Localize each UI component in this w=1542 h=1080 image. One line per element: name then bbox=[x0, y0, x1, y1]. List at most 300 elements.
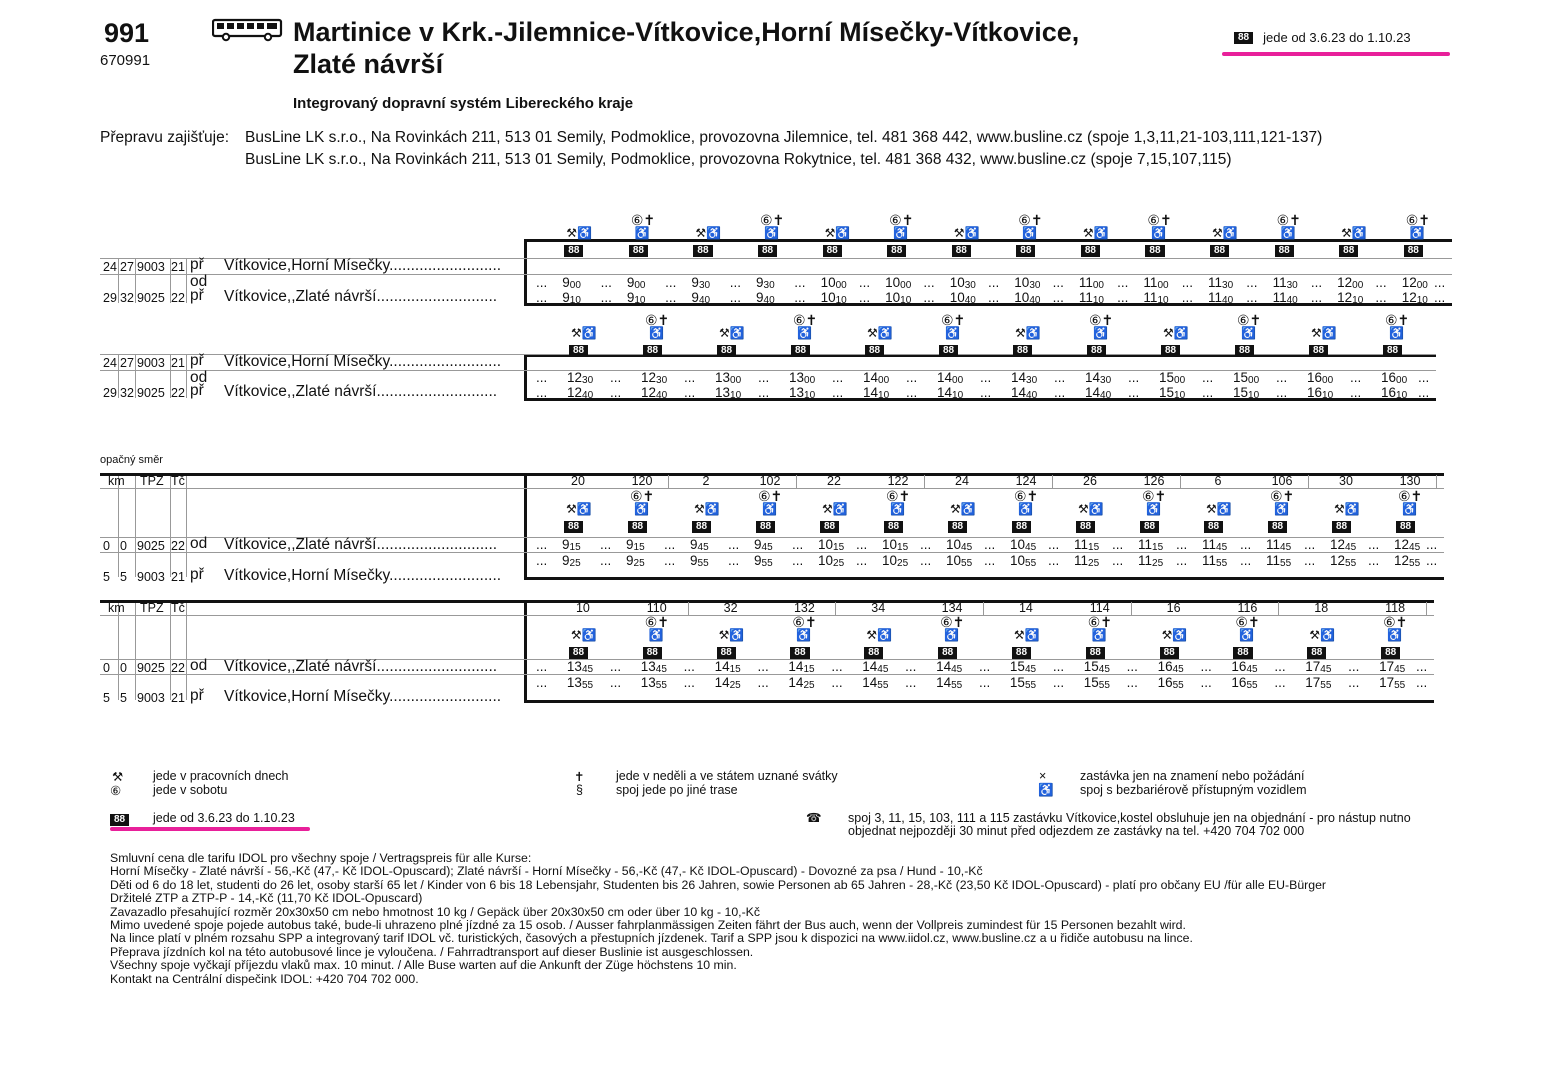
validity-badge bbox=[887, 242, 906, 257]
validity-badge bbox=[1381, 644, 1400, 659]
validity-badge bbox=[1086, 644, 1105, 659]
dots: ... bbox=[984, 553, 996, 568]
validity-badge bbox=[564, 242, 583, 257]
dots: ... bbox=[1246, 275, 1258, 290]
dots: ... bbox=[1117, 290, 1129, 305]
dots: ... bbox=[794, 290, 806, 305]
saturday-sunday-icon: ⑥✝ bbox=[1276, 212, 1301, 228]
wheelchair-icon: ♿ bbox=[634, 502, 649, 516]
trip-divider bbox=[1180, 475, 1181, 489]
dots: ... bbox=[1200, 675, 1212, 690]
validity-badge bbox=[1404, 242, 1423, 257]
km: 5 bbox=[120, 570, 127, 584]
workdays-wheelchair-icon: ⚒♿ bbox=[1341, 226, 1367, 240]
wheelchair-icon: ♿ bbox=[797, 326, 812, 340]
trip-divider bbox=[983, 602, 984, 616]
arrival-time: $12^{10}$ bbox=[1401, 290, 1428, 306]
workdays-wheelchair-icon: ⚒♿ bbox=[822, 502, 848, 516]
direction-marker: př bbox=[190, 566, 204, 583]
note-line: Na lince platí v plném rozsahu SPP a integrovaný tarif IDOL vč. turistických, časových a přestupních jízdenek. Tarif a SPP jsou k dispozici na www.iidol.cz, www.busline.cz a u řidiče autobusu na lince. bbox=[110, 931, 1193, 946]
dots: ... bbox=[792, 537, 804, 552]
validity-badge bbox=[643, 644, 662, 659]
table-border bbox=[100, 600, 524, 603]
dots: ... bbox=[664, 553, 676, 568]
validity-badge bbox=[1383, 342, 1402, 357]
km: 0 bbox=[103, 661, 110, 675]
stop-name: Vítkovice,,Zlaté návrší............................ bbox=[224, 658, 498, 675]
trip-number: 22 bbox=[827, 474, 841, 488]
validity-badge bbox=[939, 342, 958, 357]
b88-badge: 88 bbox=[865, 345, 884, 357]
dots: ... bbox=[757, 659, 769, 674]
table-border bbox=[524, 239, 527, 303]
dots: ... bbox=[1276, 370, 1288, 385]
dots: ... bbox=[1310, 275, 1323, 290]
direction-marker: od bbox=[190, 535, 208, 552]
wheelchair-icon: ♿ bbox=[1387, 628, 1403, 642]
legend-validity: jede od 3.6.23 do 1.10.23 bbox=[153, 811, 295, 825]
validity-badge bbox=[1076, 518, 1095, 533]
b88-badge: 88 bbox=[1235, 345, 1254, 357]
dots: ... bbox=[1048, 537, 1060, 552]
dots: ... bbox=[609, 659, 622, 674]
b88-badge: 88 bbox=[1204, 521, 1223, 533]
table-border bbox=[524, 700, 1434, 703]
arrival-time: $12^{55}$ bbox=[1330, 553, 1357, 569]
departure-time: $13^{00}$ bbox=[789, 370, 816, 386]
b88-badge: 88 bbox=[643, 345, 662, 357]
km: 0 bbox=[103, 539, 110, 553]
phone-note-2: objednat nejpozději 30 minut před odjezdem ze zastávky na tel. +420 704 702 000 bbox=[848, 824, 1305, 838]
departure-time: $10^{30}$ bbox=[949, 275, 976, 291]
arrival-time: $12^{40}$ bbox=[641, 385, 668, 401]
dots: ... bbox=[1368, 553, 1380, 568]
wheelchair-icon: ♿ bbox=[1241, 326, 1256, 340]
workdays-wheelchair-icon: ⚒♿ bbox=[566, 502, 592, 516]
saturday-sunday-icon: ⑥✝ bbox=[758, 488, 783, 504]
validity-badge bbox=[1160, 644, 1179, 659]
direction-marker: př bbox=[190, 287, 204, 304]
dots: ... bbox=[858, 290, 871, 305]
departure-time: $16^{00}$ bbox=[1381, 370, 1408, 386]
b88-badge: 88 bbox=[1396, 521, 1415, 533]
saturday-sunday-icon: ⑥✝ bbox=[1142, 488, 1167, 504]
dots: ... bbox=[600, 275, 612, 290]
validity-badge bbox=[1233, 644, 1252, 659]
validity-badge bbox=[1012, 518, 1031, 533]
stop-name: Vítkovice,,Zlaté návrší............................ bbox=[224, 536, 498, 553]
validity-badge bbox=[1013, 342, 1032, 357]
stop-name: Vítkovice,Horní Mísečky.......................... bbox=[224, 567, 502, 584]
dots: ... bbox=[664, 537, 676, 552]
trip-number: 118 bbox=[1385, 601, 1406, 615]
trip-divider bbox=[1426, 602, 1427, 616]
trip-divider bbox=[924, 475, 925, 489]
departure-time: $11^{30}$ bbox=[1208, 275, 1234, 291]
km: 5 bbox=[103, 570, 110, 584]
direction-marker: př bbox=[190, 256, 204, 273]
legend-barrierfree: spoj s bezbariérově přístupným vozidlem bbox=[1080, 783, 1307, 797]
validity-top bbox=[1234, 30, 1411, 45]
trip-number: 10 bbox=[575, 601, 590, 615]
saturday-sunday-icon: ⑥✝ bbox=[792, 614, 817, 630]
dots: ... bbox=[1054, 370, 1066, 385]
validity-badge bbox=[790, 644, 809, 659]
workdays-wheelchair-icon: ⚒♿ bbox=[953, 226, 980, 240]
saturday-sunday-icon: ⑥✝ bbox=[630, 212, 656, 228]
b88-badge: 88 bbox=[884, 521, 903, 533]
dots: ... bbox=[1181, 275, 1193, 290]
validity-badge bbox=[884, 518, 903, 533]
saturday-sunday-icon: ⑥✝ bbox=[630, 488, 655, 504]
trip-number: 34 bbox=[871, 601, 886, 615]
dots: ... bbox=[729, 275, 741, 290]
header-tc: Tč bbox=[171, 601, 185, 615]
wheelchair-icon: ♿ bbox=[1389, 326, 1404, 340]
dots: ... bbox=[757, 675, 769, 690]
stop-name: Vítkovice,Horní Mísečky.......................... bbox=[224, 688, 502, 705]
dots: ... bbox=[792, 553, 804, 568]
departure-time: $13^{45}$ bbox=[566, 659, 594, 675]
departure-time: $15^{45}$ bbox=[1083, 659, 1110, 675]
dots: ... bbox=[610, 385, 622, 400]
arrival-time: $17^{55}$ bbox=[1379, 675, 1406, 691]
note-line: Přeprava jízdních kol na této autobusové lince je vyloučena. / Fahrradtransport auf dieser Buslinie ist ausgeschlossen. bbox=[110, 944, 754, 959]
direction-marker: od bbox=[190, 657, 208, 674]
note-line: Děti od 6 do 18 let, studenti do 26 let, osoby starší 65 let / Kinder von 6 bis 18 Lebensjahr, Studenten bis 26 Jahren, sowie Personen ab 65 Jahren - 28,-Kč (23,50 Kč IDOL-Opuscard) - platí pro občany EU /für alle EU-Bürger bbox=[110, 877, 1327, 892]
departure-time: $13^{00}$ bbox=[715, 370, 742, 386]
dots: ... bbox=[1350, 370, 1362, 385]
trip-divider bbox=[796, 475, 797, 489]
dots: ... bbox=[1052, 290, 1064, 305]
departure-time: $9^{00}$ bbox=[626, 275, 646, 291]
dots: ... bbox=[988, 275, 1000, 290]
wheelchair-icon: ♿ bbox=[1280, 226, 1296, 240]
trip-number: 122 bbox=[887, 474, 909, 488]
arrival-time: $11^{40}$ bbox=[1272, 290, 1298, 306]
tpz: 9025 bbox=[137, 539, 165, 553]
validity-badge bbox=[629, 242, 648, 257]
dots: ... bbox=[683, 659, 695, 674]
b88-badge: 88 bbox=[1081, 245, 1100, 257]
stop-name: Vítkovice,,Zlaté návrší............................ bbox=[224, 383, 498, 400]
dots: ... bbox=[1126, 659, 1138, 674]
validity-badge bbox=[791, 342, 810, 357]
dots: ... bbox=[729, 290, 741, 305]
validity-code-badge-legend bbox=[110, 811, 129, 826]
km: 27 bbox=[120, 260, 134, 274]
route-title: Martinice v Krk.-Jilemnice-Vítkovice,Horní Mísečky-Vítkovice, Zlaté návrší bbox=[293, 17, 1080, 79]
arrival-time: $9^{10}$ bbox=[562, 290, 581, 306]
validity-badge bbox=[693, 242, 712, 257]
dots: ... bbox=[1426, 537, 1438, 552]
dots: ... bbox=[1126, 675, 1138, 690]
validity-badge bbox=[952, 242, 971, 257]
wheelchair-icon: ♿ bbox=[1038, 783, 1054, 797]
tc: 22 bbox=[171, 539, 185, 553]
table-border bbox=[524, 354, 527, 398]
dots: ... bbox=[1416, 675, 1428, 690]
saturday-sunday-icon: ⑥✝ bbox=[645, 312, 670, 328]
dots: ... bbox=[600, 537, 612, 552]
validity-badge bbox=[1012, 644, 1031, 659]
note-line: Všechny spoje vyčkají příjezdu vlaků max. 10 minut. / Alle Buse warten auf die Ankunft der Züge höchstens 10 min. bbox=[110, 958, 737, 973]
saturday-sunday-icon: ⑥✝ bbox=[941, 312, 966, 328]
arrival-time: $14^{10}$ bbox=[863, 385, 890, 401]
wheelchair-icon: ♿ bbox=[634, 226, 650, 240]
stop-name: Vítkovice,Horní Mísečky.......................... bbox=[224, 257, 502, 274]
dots: ... bbox=[536, 385, 548, 400]
arrival-time: $10^{25}$ bbox=[882, 553, 909, 569]
carrier-jilemnice: BusLine LK s.r.o., Na Rovinkách 211, 513 01 Semily, Podmoklice, provozovna Jilemnice, tel. 481 368 442, www.busline.cz (spoje 1,3,11,21-103,111,121-137) bbox=[245, 129, 1323, 146]
validity-badge bbox=[569, 342, 588, 357]
trip-number: 114 bbox=[1089, 601, 1110, 615]
b88-badge: 88 bbox=[1404, 245, 1423, 257]
arrival-time: $11^{25}$ bbox=[1074, 553, 1100, 569]
dots: ... bbox=[1246, 290, 1258, 305]
trip-divider bbox=[1308, 475, 1309, 489]
saturday-icon: ⑥ bbox=[110, 784, 122, 798]
bus-icon bbox=[212, 18, 284, 42]
saturday-sunday-icon: ⑥✝ bbox=[1147, 212, 1172, 228]
workdays-wheelchair-icon: ⚒♿ bbox=[1206, 502, 1232, 516]
arrival-time: $11^{40}$ bbox=[1208, 290, 1234, 306]
arrival-time: $14^{55}$ bbox=[862, 675, 889, 691]
b88-badge: 88 bbox=[1016, 245, 1035, 257]
dots: ... bbox=[905, 659, 917, 674]
dots: ... bbox=[1348, 659, 1360, 674]
departure-time: $12^{30}$ bbox=[567, 370, 594, 386]
dots: ... bbox=[1368, 537, 1380, 552]
arrival-time: $10^{40}$ bbox=[949, 290, 976, 306]
departure-time: $12^{45}$ bbox=[1330, 537, 1357, 553]
validity-text: jede od 3.6.23 do 1.10.23 bbox=[1263, 30, 1411, 45]
km: 32 bbox=[120, 291, 134, 305]
dots: ... bbox=[979, 659, 991, 674]
arrival-time: $17^{55}$ bbox=[1305, 675, 1332, 691]
arrival-time: $14^{40}$ bbox=[1011, 385, 1038, 401]
arrival-time: $12^{40}$ bbox=[567, 385, 594, 401]
departure-time: $9^{30}$ bbox=[691, 275, 711, 291]
departure-time: $9^{30}$ bbox=[756, 275, 775, 291]
b88-badge: 88 bbox=[1012, 521, 1031, 533]
dots: ... bbox=[980, 385, 992, 400]
departure-time: $12^{00}$ bbox=[1337, 275, 1364, 291]
note-line: Kontakt na Centrální dispečink IDOL: +420 704 702 000. bbox=[110, 971, 419, 986]
tpz: 9003 bbox=[137, 570, 165, 584]
trip-number: 24 bbox=[955, 474, 969, 488]
legend-request: zastávka jen na znamení nebo požádání bbox=[1080, 769, 1305, 783]
trip-number: 124 bbox=[1015, 474, 1037, 488]
validity-code-badge: 88 bbox=[1234, 32, 1253, 44]
dots: ... bbox=[1434, 290, 1446, 305]
ids-system: Integrovaný dopravní systém Libereckého kraje bbox=[293, 95, 634, 112]
sunday-icon: ✝ bbox=[574, 770, 585, 784]
validity-badge bbox=[1204, 518, 1223, 533]
dots: ... bbox=[856, 537, 868, 552]
b88-badge: 88 bbox=[948, 521, 967, 533]
departure-time: $11^{00}$ bbox=[1143, 275, 1169, 291]
trip-number: 2 bbox=[702, 474, 710, 488]
wheelchair-icon: ♿ bbox=[1022, 226, 1038, 240]
phone-icon: ☎ bbox=[806, 811, 822, 825]
arrival-time: $14^{55}$ bbox=[936, 675, 963, 691]
departure-time: $10^{45}$ bbox=[946, 537, 973, 553]
trip-number: 26 bbox=[1083, 474, 1097, 488]
b88-badge: 88 bbox=[864, 647, 883, 659]
dots: ... bbox=[1052, 675, 1065, 690]
column-line bbox=[186, 258, 187, 303]
km: 27 bbox=[120, 356, 134, 370]
validity-badge bbox=[1140, 518, 1159, 533]
table-border bbox=[524, 473, 1444, 476]
dots: ... bbox=[1418, 385, 1430, 400]
wheelchair-icon: ♿ bbox=[1151, 226, 1167, 240]
validity-badge bbox=[823, 242, 842, 257]
b88-badge: 88 bbox=[1160, 647, 1179, 659]
dots: ... bbox=[1112, 537, 1124, 552]
wheelchair-icon: ♿ bbox=[796, 628, 812, 642]
departure-time: $10^{00}$ bbox=[885, 275, 912, 291]
dots: ... bbox=[923, 290, 935, 305]
b88-badge: 88 bbox=[1013, 345, 1032, 357]
dots: ... bbox=[1240, 553, 1252, 568]
departure-time: $11^{45}$ bbox=[1266, 537, 1292, 553]
workdays-wheelchair-icon: ⚒♿ bbox=[866, 628, 892, 642]
trip-number: 126 bbox=[1143, 474, 1165, 488]
arrival-time: $13^{10}$ bbox=[715, 385, 742, 401]
workdays-wheelchair-icon: ⚒♿ bbox=[1013, 628, 1040, 642]
saturday-sunday-icon: ⑥✝ bbox=[940, 614, 965, 630]
highlight-underline-bottom bbox=[110, 827, 310, 831]
workdays-icon: ⚒ bbox=[112, 770, 124, 784]
wheelchair-icon: ♿ bbox=[762, 502, 777, 516]
arrival-time: $10^{10}$ bbox=[820, 290, 847, 306]
arrival-time: $13^{55}$ bbox=[566, 675, 594, 691]
b88-badge: 88 bbox=[887, 245, 906, 257]
stop-name: Vítkovice,Horní Mísečky.......................... bbox=[224, 353, 502, 370]
departure-time: $10^{00}$ bbox=[820, 275, 847, 291]
departure-time: $14^{30}$ bbox=[1085, 370, 1112, 386]
b88-badge: 88 bbox=[628, 521, 647, 533]
workdays-wheelchair-icon: ⚒♿ bbox=[950, 502, 976, 516]
departure-time: $11^{15}$ bbox=[1074, 537, 1100, 553]
tc: 21 bbox=[171, 260, 185, 274]
carrier-rokytnice: BusLine LK s.r.o., Na Rovinkách 211, 513 01 Semily, Podmoklice, provozovna Rokytnice, tel. 481 368 432, www.busline.cz (spoje 7,15,107,115) bbox=[245, 151, 1232, 168]
dots: ... bbox=[1375, 275, 1387, 290]
trip-number: 102 bbox=[759, 474, 781, 488]
arrival-time: $15^{55}$ bbox=[1009, 675, 1037, 691]
b88-badge: 88 bbox=[717, 345, 736, 357]
departure-time: $14^{45}$ bbox=[862, 659, 889, 675]
saturday-sunday-icon: ⑥✝ bbox=[1385, 312, 1410, 328]
trip-number: 110 bbox=[646, 601, 667, 615]
validity-badge bbox=[948, 518, 967, 533]
validity-badge bbox=[1087, 342, 1106, 357]
dots: ... bbox=[923, 275, 935, 290]
table-border bbox=[524, 239, 1452, 242]
dots: ... bbox=[831, 675, 843, 690]
other-route-icon: § bbox=[576, 783, 583, 797]
b88-badge: 88 bbox=[564, 245, 583, 257]
km: 24 bbox=[103, 356, 117, 370]
tpz: 9003 bbox=[137, 260, 165, 274]
direction-marker: př bbox=[190, 382, 204, 399]
dots: ... bbox=[832, 370, 844, 385]
carrier-label: Přepravu zajišťuje: bbox=[100, 129, 230, 146]
b88-badge: 88 bbox=[569, 647, 588, 659]
dots: ... bbox=[600, 553, 612, 568]
arrival-time: $9^{40}$ bbox=[691, 290, 711, 306]
workdays-wheelchair-icon: ⚒♿ bbox=[1309, 628, 1335, 642]
phone-note-1: spoj 3, 11, 15, 103, 111 a 115 zastávku Vítkovice,kostel obsluhuje jen na objednání - pro nástup nutno bbox=[848, 811, 1411, 825]
legend-workdays: jede v pracovních dnech bbox=[153, 769, 289, 783]
b88-badge: 88 bbox=[692, 521, 711, 533]
trip-divider bbox=[835, 602, 836, 616]
row-line bbox=[100, 615, 1434, 616]
workdays-wheelchair-icon: ⚒♿ bbox=[1311, 326, 1337, 340]
saturday-sunday-icon: ⑥✝ bbox=[793, 312, 818, 328]
departure-time: $10^{15}$ bbox=[882, 537, 909, 553]
workdays-wheelchair-icon: ⚒♿ bbox=[867, 326, 893, 340]
dots: ... bbox=[1240, 537, 1252, 552]
dots: ... bbox=[794, 275, 806, 290]
dots: ... bbox=[831, 659, 843, 674]
trip-divider bbox=[1278, 602, 1279, 616]
arrival-time: $14^{40}$ bbox=[1085, 385, 1112, 401]
dots: ... bbox=[1052, 659, 1065, 674]
km: 32 bbox=[120, 386, 134, 400]
dots: ... bbox=[1176, 537, 1188, 552]
saturday-sunday-icon: ⑥✝ bbox=[644, 614, 670, 630]
departure-time: $14^{15}$ bbox=[788, 659, 815, 675]
b88-badge: 88 bbox=[790, 647, 809, 659]
arrival-time: $11^{55}$ bbox=[1266, 553, 1292, 569]
validity-badge bbox=[1145, 242, 1164, 257]
validity-badge bbox=[643, 342, 662, 357]
arrival-time: $16^{10}$ bbox=[1307, 385, 1334, 401]
dots: ... bbox=[1117, 275, 1129, 290]
km: 29 bbox=[103, 386, 117, 400]
trip-number: 30 bbox=[1339, 474, 1353, 488]
workdays-wheelchair-icon: ⚒♿ bbox=[1078, 502, 1104, 516]
trip-divider bbox=[1436, 475, 1437, 489]
dots: ... bbox=[1200, 659, 1212, 674]
b88-badge: 88 bbox=[110, 814, 129, 826]
fare-notes bbox=[110, 852, 1430, 986]
wheelchair-icon: ♿ bbox=[1402, 502, 1417, 516]
trip-number: 20 bbox=[571, 474, 585, 488]
stop-name: Vítkovice,,Zlaté návrší............................ bbox=[224, 288, 498, 305]
legend-saturday: jede v sobotu bbox=[153, 783, 228, 797]
departure-time: $12^{00}$ bbox=[1401, 275, 1428, 291]
departure-time: $16^{00}$ bbox=[1307, 370, 1334, 386]
dots: ... bbox=[1052, 275, 1064, 290]
dots: ... bbox=[1350, 385, 1362, 400]
dots: ... bbox=[610, 370, 622, 385]
dots: ... bbox=[1304, 537, 1316, 552]
note-line: Zavazadlo přesahující rozměr 20x30x50 cm nebo hmotnost 10 kg / Gepäck über 20x30x50 cm oder über 10 kg - 10,-Kč bbox=[110, 904, 761, 919]
b88-badge: 88 bbox=[717, 647, 736, 659]
departure-time: $16^{45}$ bbox=[1157, 659, 1184, 675]
arrival-time: $14^{10}$ bbox=[937, 385, 964, 401]
validity-badge bbox=[820, 518, 839, 533]
validity-badge bbox=[1210, 242, 1229, 257]
saturday-sunday-icon: ⑥✝ bbox=[1398, 488, 1423, 504]
departure-time: $13^{45}$ bbox=[640, 659, 667, 675]
saturday-sunday-icon: ⑥✝ bbox=[1270, 488, 1295, 504]
workdays-wheelchair-icon: ⚒♿ bbox=[1082, 226, 1109, 240]
